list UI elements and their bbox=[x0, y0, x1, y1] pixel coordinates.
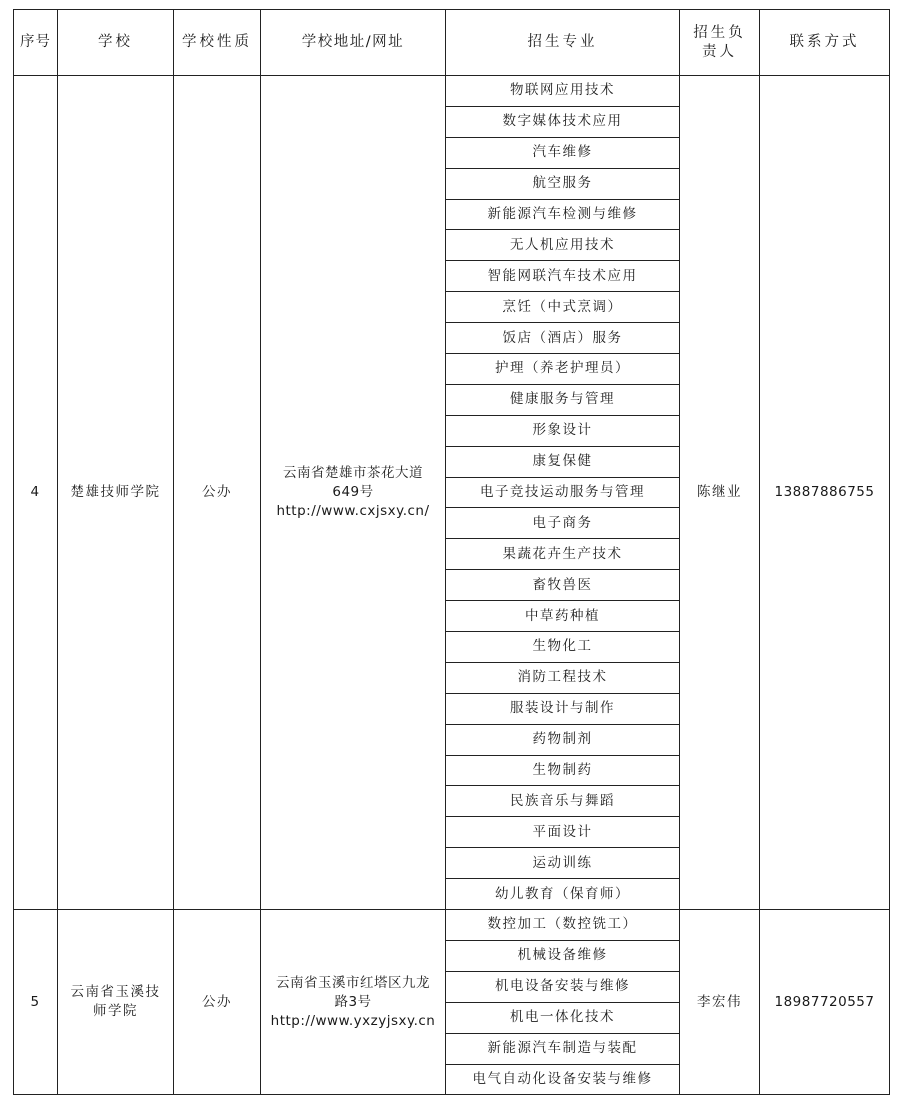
header-address: 学校地址/网址 bbox=[261, 10, 446, 76]
contact-phone: 13887886755 bbox=[760, 76, 890, 910]
major-cell: 新能源汽车检测与维修 bbox=[446, 199, 680, 230]
major-cell: 物联网应用技术 bbox=[446, 76, 680, 107]
major-cell: 新能源汽车制造与装配 bbox=[446, 1033, 680, 1064]
major-cell: 生物制药 bbox=[446, 755, 680, 786]
header-row bbox=[14, 10, 890, 76]
school-seq: 5 bbox=[14, 910, 58, 1095]
major-cell: 民族音乐与舞蹈 bbox=[446, 786, 680, 817]
header-contact: 联系方式 bbox=[760, 10, 890, 76]
major-cell: 机械设备维修 bbox=[446, 940, 680, 971]
contact-phone: 18987720557 bbox=[760, 910, 890, 1095]
major-cell: 服装设计与制作 bbox=[446, 693, 680, 724]
header-seq: 序号 bbox=[14, 10, 58, 76]
contact-person: 李宏伟 bbox=[680, 910, 760, 1095]
header-school: 学校 bbox=[58, 10, 174, 76]
header-nature: 学校性质 bbox=[174, 10, 261, 76]
address-line: 路3号 bbox=[334, 993, 372, 1010]
major-cell: 幼儿教育（保育师） bbox=[446, 879, 680, 910]
major-cell: 数控加工（数控铣工） bbox=[446, 910, 680, 941]
major-cell: 平面设计 bbox=[446, 817, 680, 848]
school-seq: 4 bbox=[14, 76, 58, 910]
major-cell: 健康服务与管理 bbox=[446, 384, 680, 415]
major-cell: 药物制剂 bbox=[446, 724, 680, 755]
school-url: http://www.cxjsxy.cn/ bbox=[276, 503, 430, 520]
major-cell: 护理（养老护理员） bbox=[446, 354, 680, 385]
major-cell: 数字媒体技术应用 bbox=[446, 106, 680, 137]
school-name: 楚雄技师学院 bbox=[58, 76, 174, 910]
major-cell: 中草药种植 bbox=[446, 601, 680, 632]
major-cell: 机电一体化技术 bbox=[446, 1002, 680, 1033]
header-contact-person: 招生负责人 bbox=[680, 10, 760, 76]
major-cell: 生物化工 bbox=[446, 632, 680, 663]
major-cell: 康复保健 bbox=[446, 446, 680, 477]
major-cell: 饭店（酒店）服务 bbox=[446, 323, 680, 354]
address-line: 649号 bbox=[332, 484, 374, 501]
table-row bbox=[14, 76, 890, 107]
major-cell: 运动训练 bbox=[446, 848, 680, 879]
school-name-line: 云南省玉溪技 bbox=[70, 984, 161, 1001]
major-cell: 烹饪（中式烹调） bbox=[446, 292, 680, 323]
table-row bbox=[14, 910, 890, 941]
school-address bbox=[261, 910, 446, 1095]
enrollment-table bbox=[13, 9, 890, 1095]
major-cell: 无人机应用技术 bbox=[446, 230, 680, 261]
contact-person: 陈继业 bbox=[680, 76, 760, 910]
school-nature: 公办 bbox=[174, 910, 261, 1095]
school-name bbox=[58, 910, 174, 1095]
school-nature: 公办 bbox=[174, 76, 261, 910]
major-cell: 机电设备安装与维修 bbox=[446, 971, 680, 1002]
major-cell: 汽车维修 bbox=[446, 137, 680, 168]
school-name-line: 师学院 bbox=[93, 1003, 138, 1020]
address-line: 云南省楚雄市茶花大道 bbox=[283, 465, 423, 482]
header-majors: 招生专业 bbox=[446, 10, 680, 76]
major-cell: 电气自动化设备安装与维修 bbox=[446, 1064, 680, 1095]
major-cell: 消防工程技术 bbox=[446, 662, 680, 693]
major-cell: 智能网联汽车技术应用 bbox=[446, 261, 680, 292]
address-line: 云南省玉溪市红塔区九龙 bbox=[276, 974, 430, 991]
major-cell: 果蔬花卉生产技术 bbox=[446, 539, 680, 570]
school-url: http://www.yxzyjsxy.cn bbox=[270, 1012, 436, 1029]
major-cell: 畜牧兽医 bbox=[446, 570, 680, 601]
major-cell: 航空服务 bbox=[446, 168, 680, 199]
major-cell: 电子商务 bbox=[446, 508, 680, 539]
school-address bbox=[261, 76, 446, 910]
major-cell: 形象设计 bbox=[446, 415, 680, 446]
major-cell: 电子竞技运动服务与管理 bbox=[446, 477, 680, 508]
